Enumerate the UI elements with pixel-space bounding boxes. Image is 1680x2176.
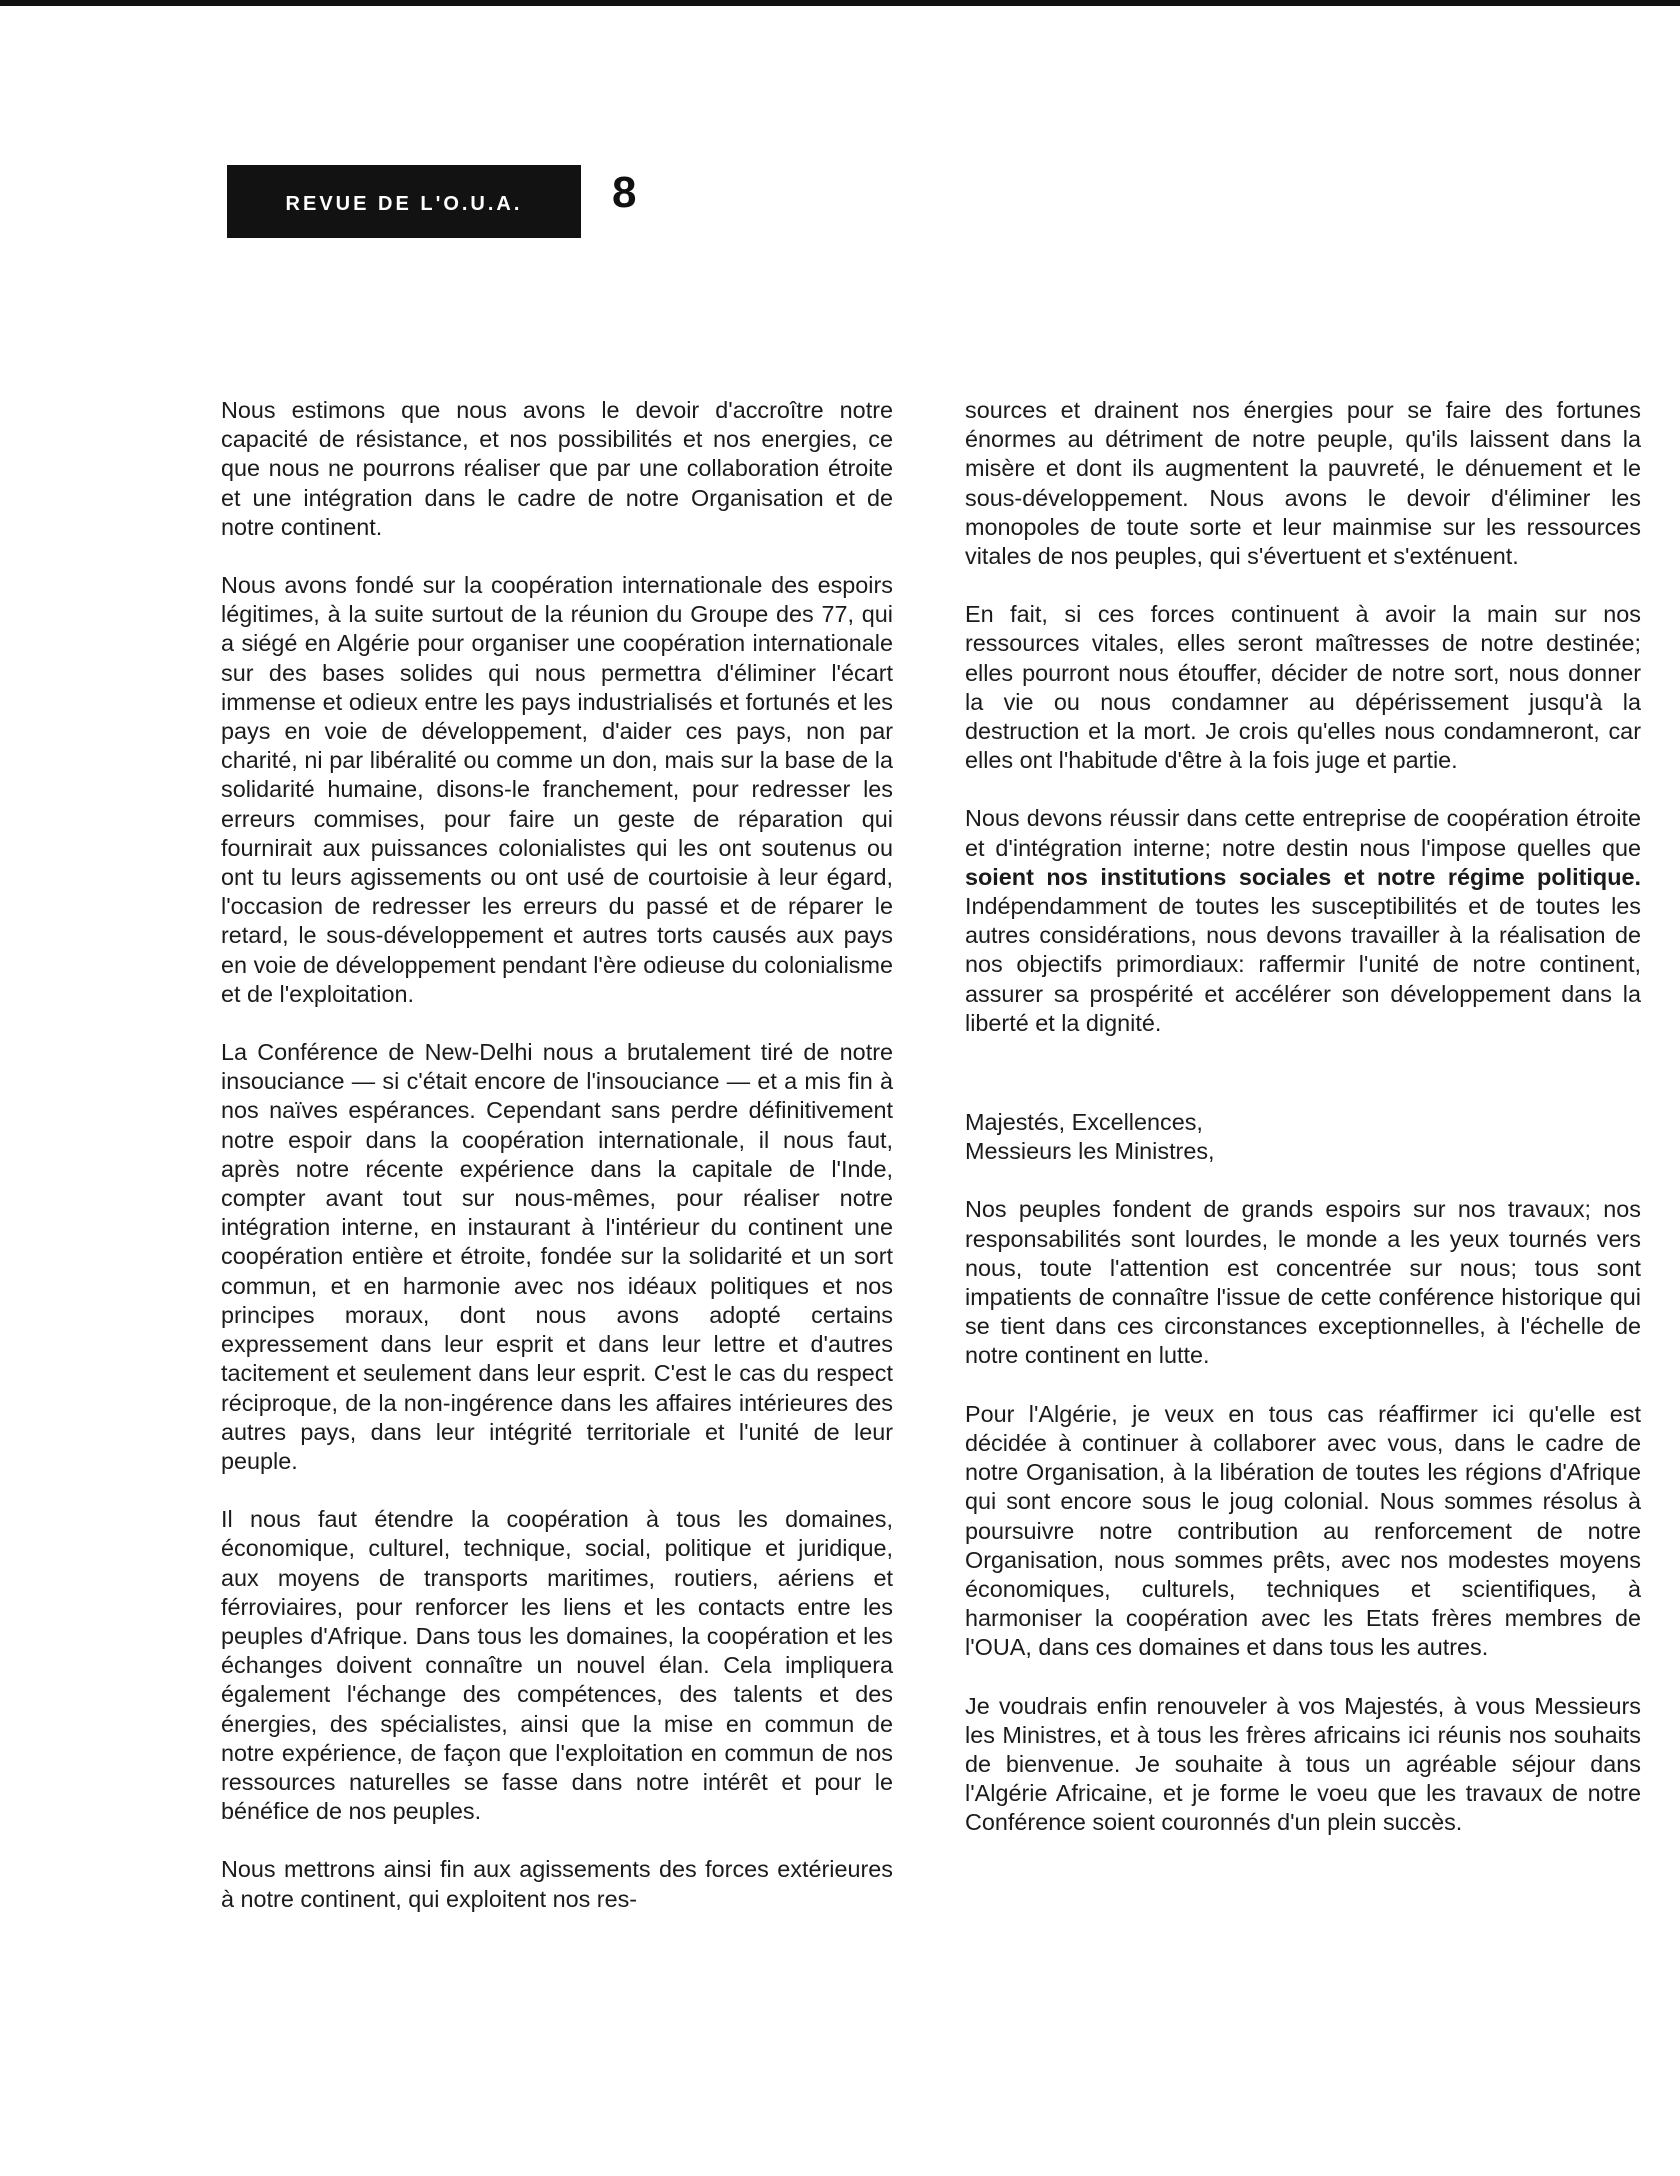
page-number: 8 <box>612 168 637 217</box>
left-paragraph-4: Il nous faut étendre la coopération à tous les domaines, économique, culturel, technique, social, politique et juridique, aux moyens de transports maritimes, routiers, aériens et férroviaires, pour renforcer les liens et les contacts entre les peuples d'Afrique. Dans tous les domaines, la coopération et les échanges doivent connaître un nouvel élan. Cela impliquera également l'échange des compétences, des talents et des énergies, des spécialistes, ainsi que la mise en commun de notre expérience, de façon que l'exploitation en commun de nos ressources naturelles se fasse dans notre intérêt et pour le bénéfice de nos peuples. <box>221 1506 893 1825</box>
right-paragraph-3 <box>965 804 1641 1038</box>
right-paragraph-2: En fait, si ces forces continuent à avoir la main sur nos ressources vitales, elles seront maîtresses de notre destinée; elles pourront nous étouffer, décider de notre sort, nous donner la vie ou nous condamner au dépérissement jusqu'à la destruction et la mort. Je crois qu'elles nous condamneront, car elles ont l'habitude d'être à la fois juge et partie. <box>965 601 1641 774</box>
left-paragraph-3: La Conférence de New-Delhi nous a brutalement tiré de notre insouciance — si c'était encore de l'insouciance — et a mis fin à nos naïves espérances. Cependant sans perdre définitivement notre espoir dans la coopération internationale, il nous faut, après notre récente expérience dans la capitale de l'Inde, compter avant tout sur nous-mêmes, pour réaliser notre intégration interne, en instaurant à l'intérieur du continent une coopération entière et étroite, fondée sur la solidarité et un sort commun, et en harmonie avec nos idéaux politiques et nos principes moraux, dont nous avons adopté certains expressement dans leur esprit et dans leur lettre et d'autres tacitement et seulement dans leur esprit. C'est le cas du respect réciproque, de la non-ingérence dans les affaires intérieures des autres pays, dans leur intégrité territoriale et l'unité de leur peuple. <box>221 1039 893 1474</box>
left-paragraph-1: Nous estimons que nous avons le devoir d'accroître notre capacité de résistance, et nos possibilités et nos energies, ce que nous ne pourrons réaliser que par une collaboration étroite et une intégration dans le cadre de notre Organisation et de notre continent. <box>221 397 893 540</box>
right-paragraph-1: sources et drainent nos énergies pour se faire des fortunes énormes au détriment de notre peuple, qu'ils laissent dans la misère et dont ils augmentent la pauvreté, le dénuement et le sous-développement. Nous avons le devoir d'éliminer les monopoles de toute sorte et leur mainmise sur les ressources vitales de nos peuples, qui s'évertuent et s'exténuent. <box>965 397 1641 570</box>
top-border-rule <box>0 0 1680 6</box>
salutation-line-1: Majestés, Excellences, <box>965 1109 1203 1136</box>
right-paragraph-3-bold: soient nos institutions sociales et notre régime politique. <box>965 863 1641 890</box>
right-text-column <box>965 396 1641 1867</box>
right-paragraph-5: Pour l'Algérie, je veux en tous cas réaffirmer ici qu'elle est décidée à continuer à collaborer avec vous, dans le cadre de notre Organisation, à la libération de toutes les régions d'Afrique qui sont encore sous le joug colonial. Nous sommes résolus à poursuivre notre contribution au renforcement de notre Organisation, nous sommes prêts, avec nos modestes moyens économiques, culturels, techniques et scientifiques, à harmoniser la coopération avec les Etats frères membres de l'OUA, dans ces domaines et dans tous les autres. <box>965 1400 1641 1661</box>
right-paragraph-6: Je voudrais enfin renouveler à vos Majestés, à vous Messieurs les Ministres, et à tous les frères africains ici réunis nos souhaits de bienvenue. Je souhaite à tous un agréable séjour dans l'Algérie Africaine, et je forme le voeu que les travaux de notre Conférence soient couronnés d'un plein succès. <box>965 1692 1641 1836</box>
right-paragraph-4: Nos peuples fondent de grands espoirs sur nos travaux; nos responsabilités sont lourdes, le monde a les yeux tournés vers nous, toute l'attention est concentrée sur nous; tous sont impatients de connaître l'issue de cette conférence historique qui se tient dans ces circonstances exceptionnelles, à l'échelle de notre continent en lutte. <box>965 1196 1641 1369</box>
salutation-line-2: Messieurs les Ministres, <box>965 1138 1215 1165</box>
publication-header-band <box>227 165 581 238</box>
right-paragraph-3-start: Nous devons réussir dans cette entreprise de coopération étroite et d'intégration interne; notre destin nous l'impose quelles que <box>965 805 1641 861</box>
left-text-column <box>221 396 893 1943</box>
left-paragraph-2: Nous avons fondé sur la coopération internationale des espoirs légitimes, à la suite surtout de la réunion du Groupe des 77, qui a siégé en Algérie pour organiser une coopération internationale sur des bases solides qui nous permettra d'éliminer l'écart immense et odieux entre les pays industrialisés et fortunés et les pays en voie de développement, d'aider ces pays, non par charité, ni par libéralité ou comme un don, mais sur la base de la solidarité humaine, disons-le franchement, pour redresser les erreurs commises, pour faire un geste de réparation qui fournirait aux puissances colonialistes qui les ont soutenus ou ont tu leurs agissements ou ont usé de courtoisie à leur égard, l'occasion de redresser les erreurs du passé et de réparer le retard, le sous-développement et autres torts causés aux pays en voie de développement pendant l'ère odieuse du colonialisme et de l'exploitation. <box>221 572 893 1007</box>
publication-title: REVUE DE L'O.U.A. <box>285 193 523 215</box>
left-paragraph-5: Nous mettrons ainsi fin aux agissements des forces extérieures à notre continent, qui exploitent nos res- <box>221 1856 893 1912</box>
right-paragraph-3-end: Indépendamment de toutes les susceptibilités et de toutes les autres considérations, nous devons travailler à la réalisation de nos objectifs primordiaux: raffermir l'unité de notre continent, assurer sa prospérité et accélérer son développement dans la liberté et la dignité. <box>965 893 1641 1036</box>
